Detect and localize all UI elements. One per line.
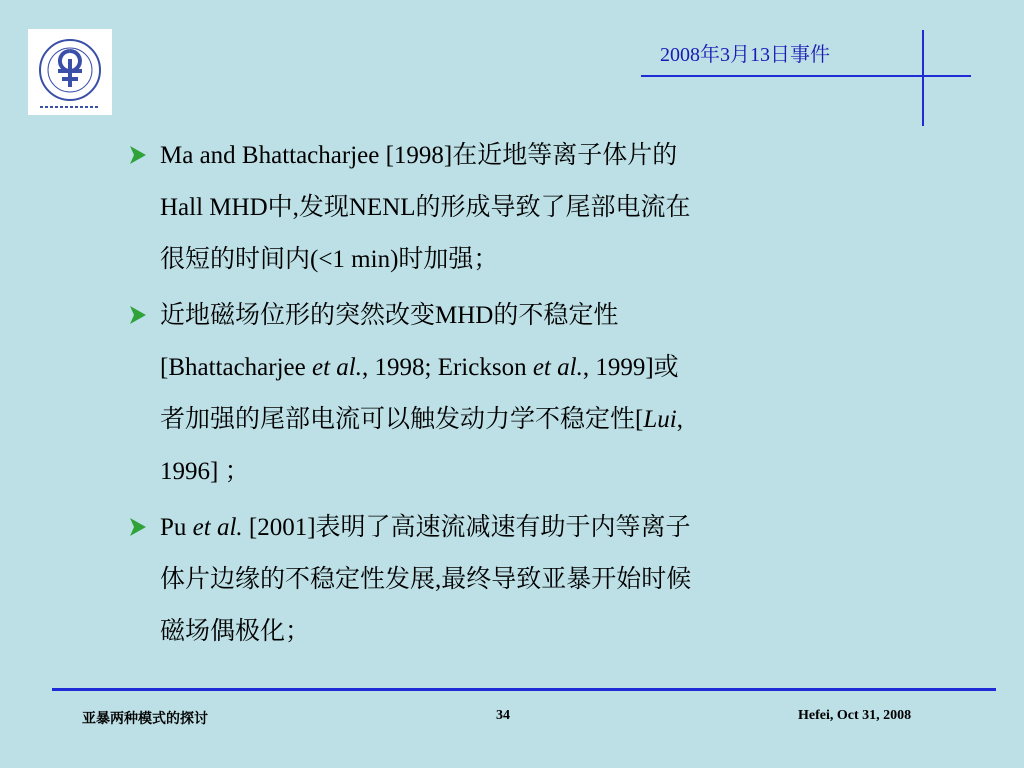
text-segment: 近地磁场位形的突然改变MHD的不稳定性 xyxy=(160,302,619,329)
text-segment: 1996] ； xyxy=(160,458,250,485)
bullet-arrow-icon xyxy=(128,304,148,326)
text-segment: , 1999]或 xyxy=(582,354,679,381)
footer-left: 亚暴两种模式的探讨 xyxy=(82,712,208,727)
italic-text: et al. xyxy=(532,354,583,381)
text-segment: , xyxy=(676,406,683,433)
text-segment: 很短的时间内(<1 min)时加强； xyxy=(160,246,499,273)
italic-text: Lui xyxy=(643,406,677,433)
bullet-line xyxy=(160,342,898,394)
bullet-list xyxy=(128,130,898,662)
footer-page-number: 34 xyxy=(496,708,510,723)
italic-text: et al. xyxy=(192,514,243,541)
bullet-line xyxy=(160,606,898,658)
text-segment: Pu xyxy=(160,514,193,541)
footer-right: Hefei, Oct 31, 2008 xyxy=(798,708,912,723)
header-rule-vertical xyxy=(922,30,924,126)
bullet-item xyxy=(128,130,898,286)
text-segment: 体片边缘的不稳定性发展,最终导致亚暴开始时候 xyxy=(160,566,692,593)
bullet-line xyxy=(160,182,898,234)
text-segment: 磁场偶极化； xyxy=(160,618,311,645)
text-segment: Ma and Bhattacharjee [1998]在近地等离子体片的 xyxy=(160,142,678,169)
bullet-line xyxy=(160,394,898,446)
header-title: 2008年3月13日事件 xyxy=(660,44,830,66)
bullet-line xyxy=(160,502,898,554)
italic-text: et al. xyxy=(312,354,362,381)
text-segment: Hall MHD中,发现NENL的形成导致了尾部电流在 xyxy=(160,194,691,221)
bullet-arrow-icon xyxy=(128,144,148,166)
bullet-line xyxy=(160,554,898,606)
text-segment: [Bhattacharjee xyxy=(160,354,312,381)
bullet-line xyxy=(160,234,898,286)
bullet-line xyxy=(160,130,898,182)
bullet-item xyxy=(128,290,898,498)
university-logo xyxy=(28,29,112,115)
bullet-item xyxy=(128,502,898,658)
bullet-line xyxy=(160,290,898,342)
text-segment: , 1998; Erickson xyxy=(362,354,533,381)
text-segment: 者加强的尾部电流可以触发动力学不稳定性[ xyxy=(160,406,644,433)
bullet-arrow-icon xyxy=(128,516,148,538)
text-segment: [2001]表明了高速流减速有助于内等离子 xyxy=(242,514,691,541)
bullet-line xyxy=(160,446,898,498)
footer-rule xyxy=(52,688,996,691)
